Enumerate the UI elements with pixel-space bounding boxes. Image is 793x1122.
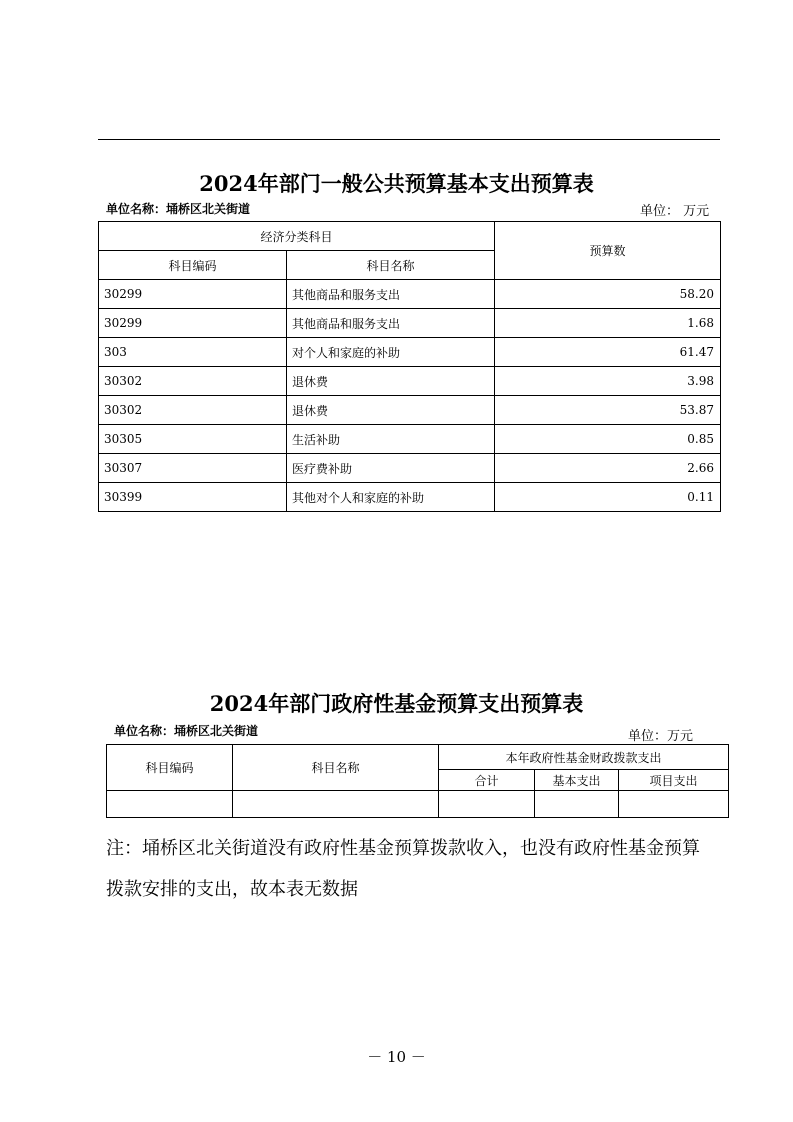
table-row: [99, 280, 721, 309]
row-code: 30399: [99, 483, 287, 512]
empty-row: [107, 791, 729, 818]
row-code: 30305: [99, 425, 287, 454]
row-amount: 2.66: [495, 454, 721, 483]
row-code: 30302: [99, 367, 287, 396]
name-header: 科目名称: [287, 251, 495, 280]
project-expenditure-header: 项目支出: [619, 770, 729, 791]
row-code: 30299: [99, 309, 287, 338]
note-text: 注：埇桥区北关街道没有政府性基金预算拨款收入，也没有政府性基金预算拨款安排的支出，故本表无数据: [106, 838, 700, 900]
row-code: 30299: [99, 280, 287, 309]
row-name: 退休费: [287, 367, 495, 396]
table-row: [99, 454, 721, 483]
table2: [106, 744, 729, 818]
table2-title: 2024年部门政府性基金预算支出预算表: [209, 691, 584, 716]
row-name: 其他商品和服务支出: [287, 309, 495, 338]
table1-title: 2024年部门一般公共预算基本支出预算表: [199, 171, 594, 196]
econ-class-header: 经济分类科目: [99, 222, 495, 251]
row-name: 其他对个人和家庭的补助: [287, 483, 495, 512]
budget-header: 预算数: [495, 222, 721, 280]
row-amount: 61.47: [495, 338, 721, 367]
row-name: 医疗费补助: [287, 454, 495, 483]
table2-unit-name: 单位名称：埇桥区北关街道: [114, 724, 259, 738]
code-header: 科目编码: [107, 745, 233, 791]
row-amount: 0.85: [495, 425, 721, 454]
row-code: 30307: [99, 454, 287, 483]
top-rule: [98, 139, 720, 140]
row-amount: 53.87: [495, 396, 721, 425]
row-name: 其他商品和服务支出: [287, 280, 495, 309]
table-row: [99, 396, 721, 425]
table1-unit: 单位： 万元: [640, 204, 710, 219]
row-amount: 3.98: [495, 367, 721, 396]
row-amount: 1.68: [495, 309, 721, 338]
row-amount: 0.11: [495, 483, 721, 512]
table1: [98, 221, 721, 512]
row-amount: 58.20: [495, 280, 721, 309]
row-name: 生活补助: [287, 425, 495, 454]
fund-expenditure-header: 本年政府性基金财政拨款支出: [439, 745, 729, 770]
table-row: [99, 338, 721, 367]
basic-expenditure-header: 基本支出: [535, 770, 619, 791]
table-row: [99, 309, 721, 338]
total-header: 合计: [439, 770, 535, 791]
row-name: 退休费: [287, 396, 495, 425]
row-code: 30302: [99, 396, 287, 425]
name-header: 科目名称: [233, 745, 439, 791]
table2-unit: 单位：万元: [628, 729, 694, 744]
table1-unit-name: 单位名称：埇桥区北关街道: [106, 202, 251, 216]
table-row: [99, 483, 721, 512]
row-name: 对个人和家庭的补助: [287, 338, 495, 367]
row-code: 303: [99, 338, 287, 367]
table-row: [99, 367, 721, 396]
code-header: 科目编码: [99, 251, 287, 280]
table-row: [99, 425, 721, 454]
page-number: － 10 －: [367, 1048, 426, 1066]
